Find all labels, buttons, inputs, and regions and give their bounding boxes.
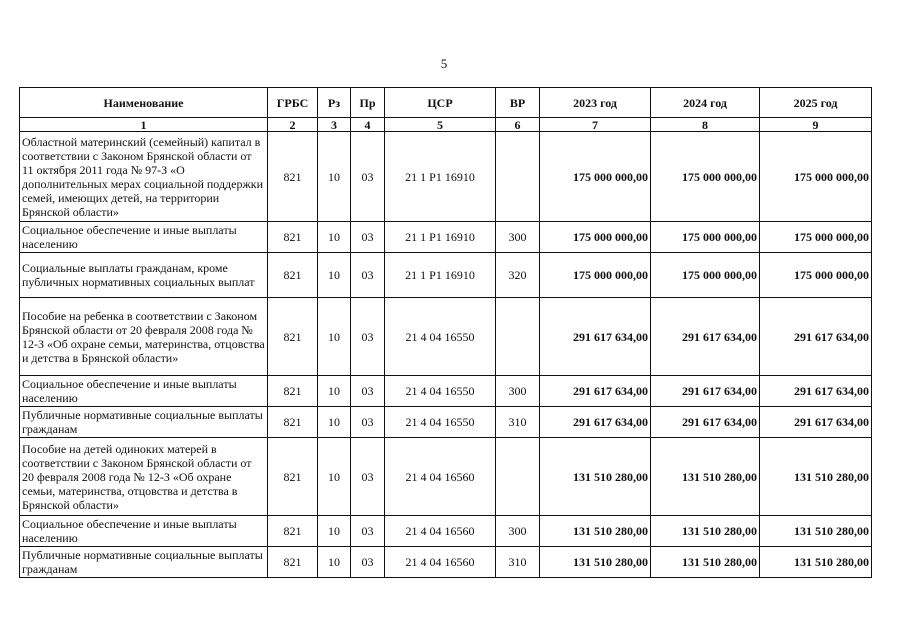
row-csr: 21 4 04 16550 — [385, 298, 496, 376]
header-2024: 2024 год — [651, 88, 760, 118]
table-row — [20, 407, 872, 438]
row-grbs: 821 — [268, 407, 318, 438]
row-vr — [496, 132, 540, 222]
row-amount-2025: 291 617 634,00 — [760, 298, 872, 376]
row-vr: 310 — [496, 407, 540, 438]
row-pr: 03 — [351, 547, 385, 578]
table-row — [20, 298, 872, 376]
row-pr: 03 — [351, 298, 385, 376]
row-csr: 21 4 04 16560 — [385, 516, 496, 547]
table-row — [20, 547, 872, 578]
row-amount-2024: 175 000 000,00 — [651, 132, 760, 222]
header-grbs: ГРБС — [268, 88, 318, 118]
row-amount-2023: 175 000 000,00 — [540, 222, 651, 253]
row-amount-2024: 175 000 000,00 — [651, 222, 760, 253]
row-rz: 10 — [318, 132, 351, 222]
column-number: 2 — [268, 118, 318, 132]
row-csr: 21 4 04 16550 — [385, 376, 496, 407]
budget-table — [19, 87, 872, 578]
column-number: 9 — [760, 118, 872, 132]
table-row — [20, 132, 872, 222]
row-amount-2025: 291 617 634,00 — [760, 407, 872, 438]
row-grbs: 821 — [268, 376, 318, 407]
row-rz: 10 — [318, 407, 351, 438]
row-grbs: 821 — [268, 547, 318, 578]
row-amount-2025: 131 510 280,00 — [760, 438, 872, 516]
table-row — [20, 438, 872, 516]
row-name: Социальное обеспечение и иные выплаты населению — [20, 516, 268, 547]
row-name: Социальное обеспечение и иные выплаты населению — [20, 222, 268, 253]
row-amount-2023: 131 510 280,00 — [540, 438, 651, 516]
row-amount-2023: 131 510 280,00 — [540, 516, 651, 547]
header-2023: 2023 год — [540, 88, 651, 118]
row-amount-2025: 131 510 280,00 — [760, 516, 872, 547]
row-pr: 03 — [351, 516, 385, 547]
row-rz: 10 — [318, 438, 351, 516]
row-amount-2024: 131 510 280,00 — [651, 438, 760, 516]
row-name: Социальные выплаты гражданам, кроме публичных нормативных социальных выплат — [20, 253, 268, 298]
row-rz: 10 — [318, 516, 351, 547]
row-amount-2023: 291 617 634,00 — [540, 298, 651, 376]
row-amount-2025: 291 617 634,00 — [760, 376, 872, 407]
column-number: 3 — [318, 118, 351, 132]
row-csr: 21 1 Р1 16910 — [385, 222, 496, 253]
column-number: 4 — [351, 118, 385, 132]
row-pr: 03 — [351, 132, 385, 222]
row-name: Публичные нормативные социальные выплаты гражданам — [20, 547, 268, 578]
row-pr: 03 — [351, 222, 385, 253]
row-amount-2024: 291 617 634,00 — [651, 407, 760, 438]
row-name: Областной материнский (семейный) капитал в соответствии с Законом Брянской области от 11 октября 2011 года № 97-З «О дополнительных мерах социальной поддержки семей, имеющих детей, на территории Брянской области» — [20, 132, 268, 222]
row-amount-2024: 291 617 634,00 — [651, 376, 760, 407]
row-csr: 21 1 Р1 16910 — [385, 132, 496, 222]
row-csr: 21 4 04 16560 — [385, 547, 496, 578]
row-amount-2025: 131 510 280,00 — [760, 547, 872, 578]
row-amount-2023: 291 617 634,00 — [540, 407, 651, 438]
row-name: Публичные нормативные социальные выплаты гражданам — [20, 407, 268, 438]
row-rz: 10 — [318, 253, 351, 298]
row-vr: 310 — [496, 547, 540, 578]
row-amount-2023: 131 510 280,00 — [540, 547, 651, 578]
row-amount-2025: 175 000 000,00 — [760, 222, 872, 253]
row-amount-2024: 175 000 000,00 — [651, 253, 760, 298]
column-number: 8 — [651, 118, 760, 132]
row-amount-2024: 131 510 280,00 — [651, 516, 760, 547]
row-name: Пособие на детей одиноких матерей в соответствии с Законом Брянской области от 20 февраля 2008 года № 12-З «Об охране семьи, материнства, отцовства и детства в Брянской области» — [20, 438, 268, 516]
row-csr: 21 4 04 16560 — [385, 438, 496, 516]
row-rz: 10 — [318, 222, 351, 253]
header-csr: ЦСР — [385, 88, 496, 118]
row-amount-2023: 175 000 000,00 — [540, 132, 651, 222]
row-rz: 10 — [318, 376, 351, 407]
row-vr — [496, 298, 540, 376]
page-number: 5 — [440, 56, 448, 71]
table-row — [20, 222, 872, 253]
row-vr: 300 — [496, 516, 540, 547]
header-name: Наименование — [20, 88, 268, 118]
header-row — [20, 88, 872, 118]
table-row — [20, 253, 872, 298]
row-vr — [496, 438, 540, 516]
row-amount-2024: 131 510 280,00 — [651, 547, 760, 578]
row-pr: 03 — [351, 438, 385, 516]
header-pr: Пр — [351, 88, 385, 118]
row-grbs: 821 — [268, 132, 318, 222]
row-pr: 03 — [351, 253, 385, 298]
row-csr: 21 4 04 16550 — [385, 407, 496, 438]
row-vr: 300 — [496, 222, 540, 253]
row-rz: 10 — [318, 547, 351, 578]
row-vr: 300 — [496, 376, 540, 407]
column-number: 7 — [540, 118, 651, 132]
row-pr: 03 — [351, 376, 385, 407]
column-number: 6 — [496, 118, 540, 132]
row-name: Социальное обеспечение и иные выплаты населению — [20, 376, 268, 407]
row-vr: 320 — [496, 253, 540, 298]
row-grbs: 821 — [268, 222, 318, 253]
row-amount-2023: 291 617 634,00 — [540, 376, 651, 407]
header-2025: 2025 год — [760, 88, 872, 118]
header-rz: Рз — [318, 88, 351, 118]
row-grbs: 821 — [268, 438, 318, 516]
row-amount-2024: 291 617 634,00 — [651, 298, 760, 376]
row-grbs: 821 — [268, 253, 318, 298]
header-vr: ВР — [496, 88, 540, 118]
row-amount-2025: 175 000 000,00 — [760, 253, 872, 298]
column-number: 5 — [385, 118, 496, 132]
column-number-row — [20, 118, 872, 132]
table-row — [20, 376, 872, 407]
row-amount-2025: 175 000 000,00 — [760, 132, 872, 222]
column-number: 1 — [20, 118, 268, 132]
row-name: Пособие на ребенка в соответствии с Законом Брянской области от 20 февраля 2008 года № 12-З «Об охране семьи, материнства, отцовства и детства в Брянской области» — [20, 298, 268, 376]
row-amount-2023: 175 000 000,00 — [540, 253, 651, 298]
row-pr: 03 — [351, 407, 385, 438]
table-row — [20, 516, 872, 547]
row-rz: 10 — [318, 298, 351, 376]
row-grbs: 821 — [268, 298, 318, 376]
row-csr: 21 1 Р1 16910 — [385, 253, 496, 298]
row-grbs: 821 — [268, 516, 318, 547]
